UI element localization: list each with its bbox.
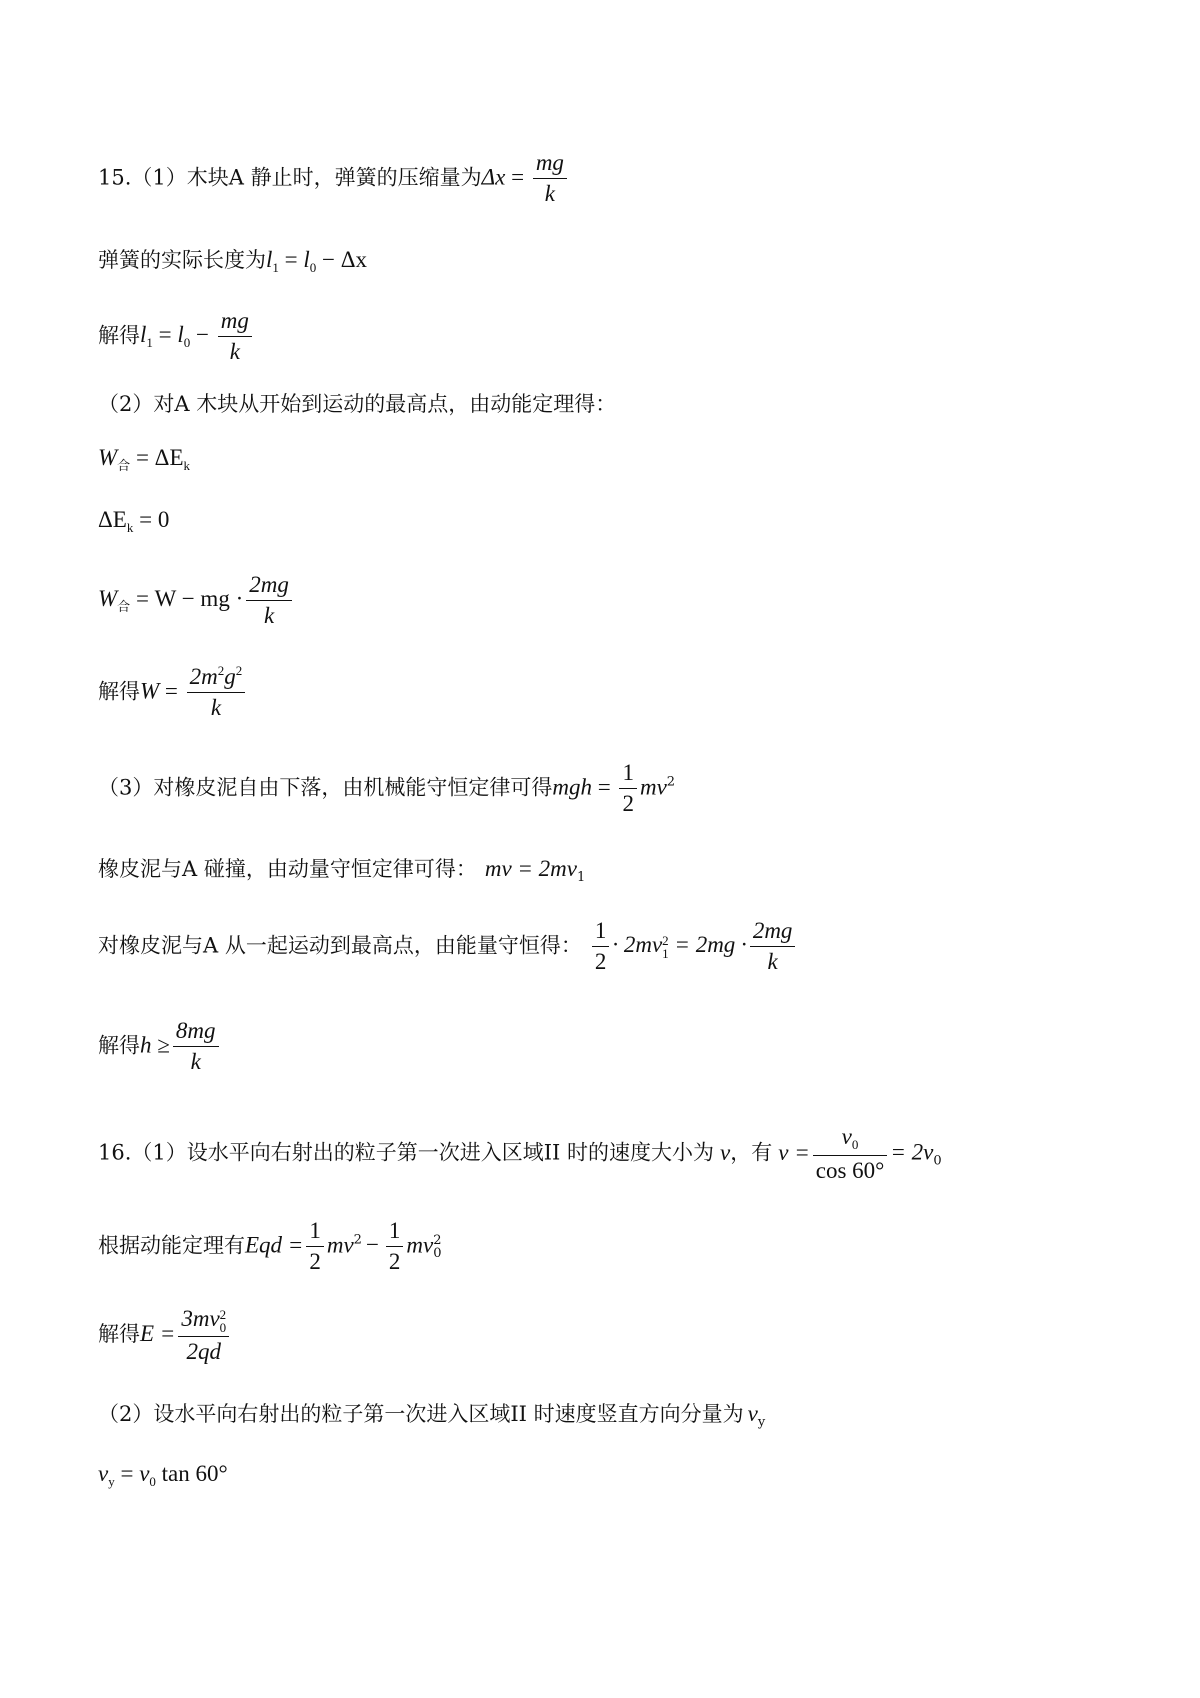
q15-line-7: $W_合 = W$ − mg · $\frac{2mg}{k}$ — [98, 572, 295, 630]
q16-line-5: $v_y = v_0$ tan 60° — [98, 1461, 228, 1489]
fraction-one-half: $\frac{1}{2}$ — [386, 1218, 404, 1276]
q16-line2-text: 根据动能定理有 — [98, 1233, 245, 1258]
q15-line2-text: 弹簧的实际长度为 — [98, 248, 266, 272]
q16-part1-text: 16.（1）设水平向右射出的粒子第一次进入区域II 时的速度大小为 — [98, 1140, 715, 1165]
q15-line-4 — [98, 394, 616, 415]
q15-line-11: 对橡皮泥与A 从一起运动到最高点，由能量守恒得： $\frac{1}{2}$ · 2mv 2 1 = 2mg · $\frac{2mg}{k}$ — [98, 918, 798, 976]
q16-part2-text: （2）设水平向右射出的粒子第一次进入区域II 时速度竖直方向分量为 — [98, 1402, 744, 1426]
fraction-v0-over-cos60: $\frac{v_0}{\cos 60^\circ}$ — [813, 1124, 888, 1184]
q15-line-5: $W_合 = \Delta E_k$ — [98, 445, 190, 473]
fraction-mg-over-k: $\frac{mg}{k}$ — [533, 150, 567, 208]
fraction-one-half: $\frac{1}{2}$ — [619, 760, 637, 818]
q15-line12-text: 对橡皮泥与A 从一起运动到最高点，由能量守恒得： — [98, 933, 582, 958]
fraction-3mv0-over-2qd: 3mv 2 0 2qd — [178, 1306, 229, 1365]
fraction-one-half: $\frac{1}{2}$ — [592, 918, 610, 976]
q15-line11-text: 橡皮泥与A 碰撞，由动量守恒定律可得： — [98, 857, 477, 881]
q15-line-6: $\Delta E_k = 0$ — [98, 507, 170, 535]
q15-line-10: 橡皮泥与A 碰撞，由动量守恒定律可得： mv = $2mv_1$ — [98, 856, 586, 885]
q15-part3-text: （3）对橡皮泥自由下落，由机械能守恒定律可得 — [98, 775, 553, 800]
q15-line-12: 解得h ≥ $\frac{8mg}{k}$ — [98, 1018, 222, 1076]
q16-line-2: 根据动能定理有Eqd = $\frac{1}{2}$ $mv^2$ − $\frac{1}{2}$ mv 2 0 — [98, 1218, 442, 1275]
q15-line3-text: 解得 — [98, 323, 140, 348]
q15-line-1: 15.（1）木块A 静止时，弹簧的压缩量为Δx = $\frac{mg}{k}$ — [98, 150, 570, 208]
fraction-mg-over-k: $\frac{mg}{k}$ — [218, 308, 252, 366]
q15-line-9: （3）对橡皮泥自由下落，由机械能守恒定律可得mgh = $\frac{1}{2}$ $mv^2$ — [98, 760, 676, 817]
fraction-8mg-over-k: $\frac{8mg}{k}$ — [173, 1018, 219, 1076]
q16-line-1: 16.（1）设水平向右射出的粒子第一次进入区域II 时的速度大小为 v，有 v = $\frac{v_0}{\cos 60^\circ}$ = $2v_0$ — [98, 1124, 942, 1183]
fraction-2mg-over-k: $\frac{2mg}{k}$ — [750, 918, 796, 976]
q15-line-3: 解得$l_1 = l_0$ − $\frac{mg}{k}$ — [98, 308, 255, 366]
fraction-2m2g2-over-k: $\frac{2m^2g^2}{k}$ — [187, 664, 246, 722]
q15-part2-text: （2）对A 木块从开始到运动的最高点，由动能定理得： — [98, 392, 617, 416]
q15-line-8: 解得W = $\frac{2m^2g^2}{k}$ — [98, 664, 248, 722]
q15-part1-text: 15.（1）木块A 静止时，弹簧的压缩量为 — [98, 165, 482, 190]
q16-line-4: （2）设水平向右射出的粒子第一次进入区域II 时速度竖直方向分量为 $v_y$ — [98, 1401, 766, 1430]
fraction-2mg-over-k: $\frac{2mg}{k}$ — [246, 572, 292, 630]
fraction-one-half: $\frac{1}{2}$ — [306, 1218, 324, 1276]
q15-line-2: 弹簧的实际长度为$l_1 = l_0 - \Delta x$ — [98, 247, 368, 275]
q16-line-3: 解得E = 3mv 2 0 2qd — [98, 1306, 232, 1365]
formula-delta-x: Δx — [481, 164, 506, 190]
